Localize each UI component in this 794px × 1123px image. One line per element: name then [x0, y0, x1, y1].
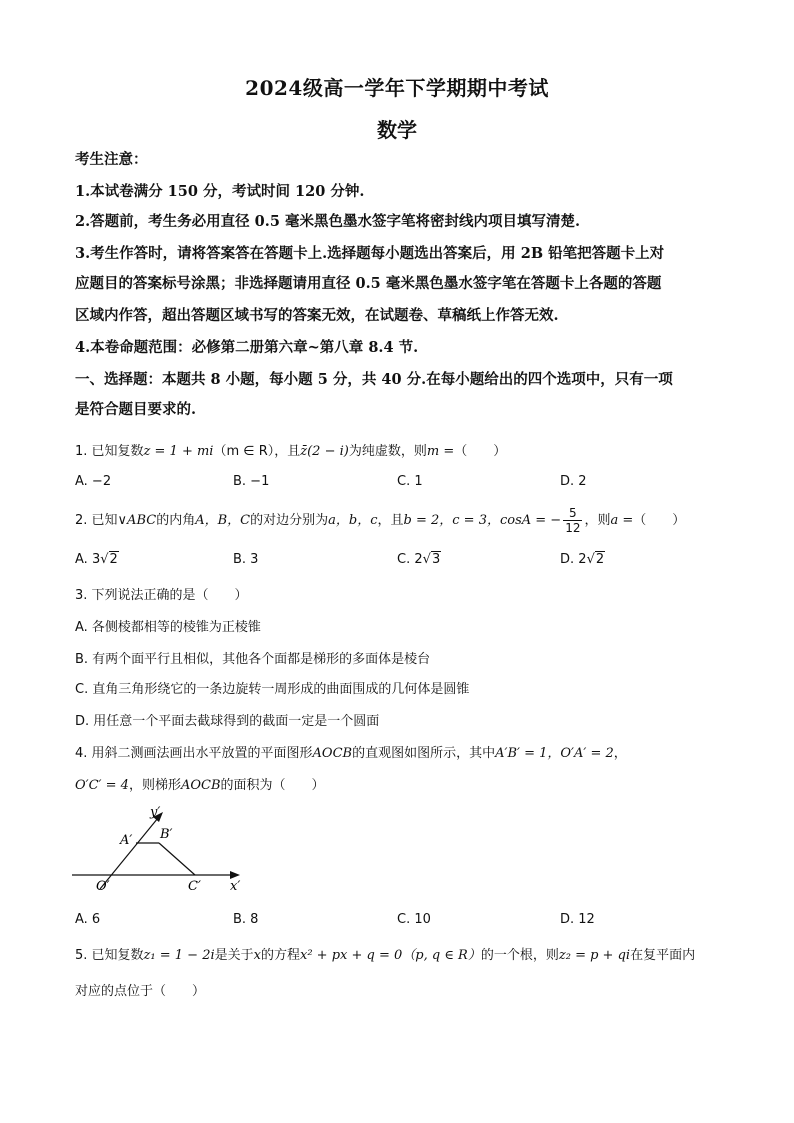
- q1-option-a[interactable]: A. −2: [75, 474, 112, 489]
- question-5-stem: 5. 已知复数z₁ = 1 − 2i是关于x的方程x² + px + q = 0（p, q ∈ R）的一个根，则z₂ = p + qi在复平面内: [75, 948, 696, 963]
- label-x: x′: [230, 879, 241, 894]
- q3-option-c[interactable]: C. 直角三角形绕它的一条边旋转一周形成的曲面围成的几何体是圆锥: [75, 682, 470, 697]
- question-4-stem: 4. 用斜二测画法画出水平放置的平面图形AOCB的直观图如图所示，其中A′B′ = 1，O′A′ = 2，: [75, 746, 627, 761]
- q2-option-b[interactable]: B. 3: [233, 552, 259, 567]
- fraction: $\frac{5}{12}$: [565, 506, 581, 535]
- label-b: B′: [160, 827, 173, 842]
- math-expr: z̄(2 − i): [300, 444, 349, 459]
- question-3-stem: 3. 下列说法正确的是（ ）: [75, 588, 248, 603]
- q4-figure: [60, 800, 260, 900]
- question-1-stem: 1. 已知复数z = 1 + mi（m ∈ R），且z̄(2 − i)为纯虚数，则m =（ ）: [75, 444, 507, 459]
- segment-b-c: [159, 843, 195, 875]
- notice-item: 2.答题前，考生务必用直径 0.5 毫米黑色墨水签字笔将密封线内项目填写清楚.: [75, 213, 581, 230]
- q4-option-a[interactable]: A. 6: [75, 912, 101, 927]
- label-c: C′: [188, 879, 201, 894]
- exam-subject: 数学: [377, 118, 417, 142]
- label-y: y′: [150, 805, 161, 820]
- q1-option-c[interactable]: C. 1: [397, 474, 423, 489]
- section-heading: 一、选择题：本题共 8 小题，每小题 5 分，共 40 分.在每小题给出的四个选项中，只有一项: [75, 371, 673, 388]
- q3-option-a[interactable]: A. 各侧棱都相等的棱锥为正棱锥: [75, 620, 261, 635]
- question-2-stem: 2. 已知∨ABC的内角A，B，C的对边分别为a，b，c，且b = 2，c = 3，cosA = − $\frac{5}{12}$ ，则a =（ ）: [75, 506, 686, 535]
- notice-item: 3.考生作答时，请将答案答在答题卡上.选择题每小题选出答案后，用 2B 铅笔把答题卡上对: [75, 245, 665, 262]
- q1-option-d[interactable]: D. 2: [560, 474, 587, 489]
- q2-option-d[interactable]: D. 2√2: [560, 552, 605, 567]
- q2-option-c[interactable]: C. 2√3: [397, 552, 441, 567]
- label-o: O′: [96, 879, 110, 894]
- notice-item: 4.本卷命题范围：必修第二册第六章~第八章 8.4 节.: [75, 339, 419, 356]
- section-heading-cont: 是符合题目要求的.: [75, 401, 197, 418]
- notice-heading: 考生注意：: [75, 151, 148, 168]
- q4-option-d[interactable]: D. 12: [560, 912, 595, 927]
- question-4-stem-cont: O′C′ = 4，则梯形AOCB的面积为（ ）: [75, 778, 325, 793]
- q3-option-d[interactable]: D. 用任意一个平面去截球得到的截面一定是一个圆面: [75, 714, 380, 729]
- notice-item: 应题目的答案标号涂黑；非选择题请用直径 0.5 毫米黑色墨水签字笔在答题卡上各题的答题: [75, 275, 662, 292]
- math-z-def: z = 1 + mi: [143, 444, 214, 459]
- q4-option-c[interactable]: C. 10: [397, 912, 431, 927]
- q4-option-b[interactable]: B. 8: [233, 912, 259, 927]
- x-axis-arrow: [230, 871, 240, 879]
- label-a: A′: [120, 833, 133, 848]
- q1-option-b[interactable]: B. −1: [233, 474, 270, 489]
- notice-item: 区域内作答，超出答题区域书写的答案无效，在试题卷、草稿纸上作答无效.: [75, 307, 559, 324]
- notice-item: 1.本试卷满分 150 分，考试时间 120 分钟.: [75, 183, 365, 200]
- q3-option-b[interactable]: B. 有两个面平行且相似，其他各个面都是梯形的多面体是棱台: [75, 652, 431, 667]
- exam-title: 2024级高一学年下学期期中考试: [245, 76, 549, 100]
- question-5-stem-cont: 对应的点位于（ ）: [75, 984, 206, 999]
- q2-option-a[interactable]: A. 3√2: [75, 552, 118, 567]
